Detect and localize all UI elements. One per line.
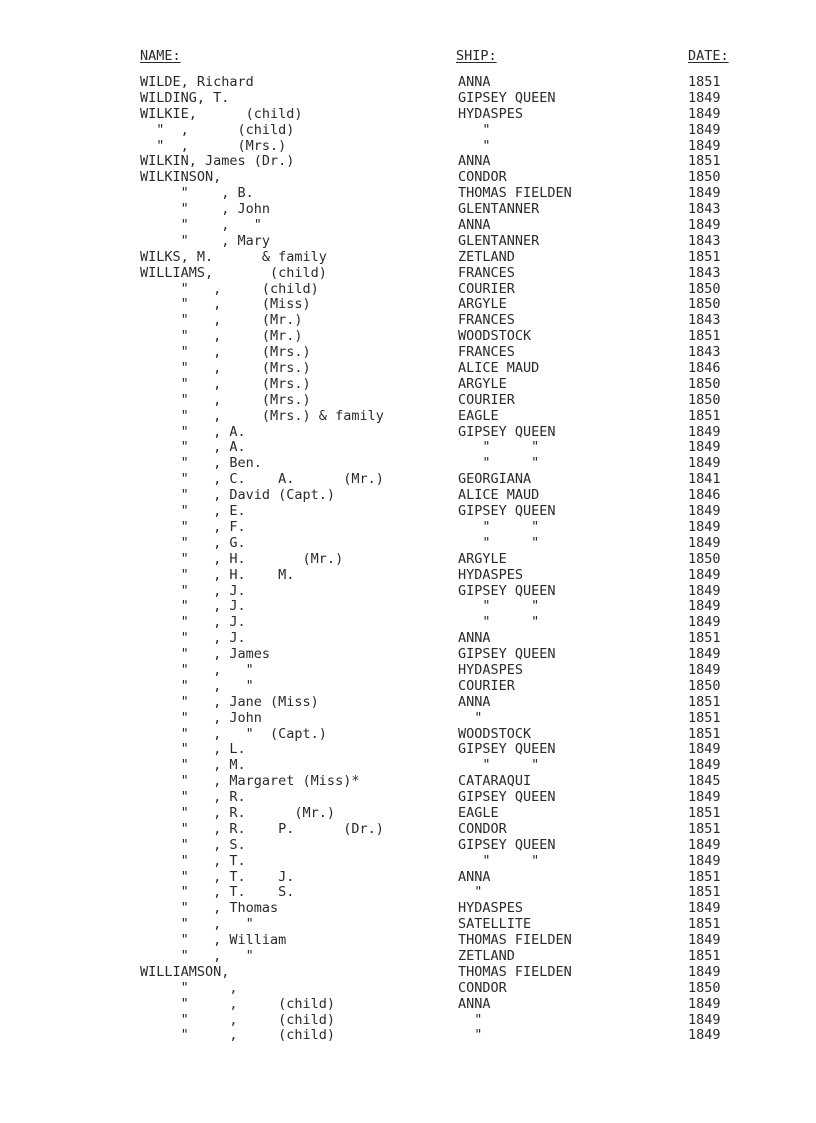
cell-ship: COURIER xyxy=(458,391,515,408)
cell-date: 1851 xyxy=(688,725,721,742)
table-row xyxy=(0,615,816,631)
cell-ship: " " xyxy=(458,439,540,456)
cell-date: 1849 xyxy=(688,423,721,440)
header-name: NAME: xyxy=(140,48,181,64)
cell-name: " , (Mrs.) & family xyxy=(140,407,384,424)
cell-date: 1849 xyxy=(688,518,721,535)
cell-name: " , (Mrs.) xyxy=(140,137,287,154)
cell-ship: GLENTANNER xyxy=(458,201,540,218)
table-row xyxy=(0,631,816,647)
cell-name: " , E. xyxy=(140,503,246,520)
cell-date: 1849 xyxy=(688,614,721,631)
table-row xyxy=(0,965,816,981)
table-row xyxy=(0,647,816,663)
cell-date: 1851 xyxy=(688,820,721,837)
table-row xyxy=(0,266,816,282)
table-row xyxy=(0,409,816,425)
cell-ship: " " xyxy=(458,757,540,774)
cell-name: " , H. (Mr.) xyxy=(140,550,344,567)
cell-ship: ALICE MAUD xyxy=(458,487,540,504)
cell-ship: ANNA xyxy=(458,995,491,1012)
cell-ship: " " xyxy=(458,534,540,551)
table-row xyxy=(0,75,816,91)
table-row xyxy=(0,107,816,123)
cell-ship: HYDASPES xyxy=(458,661,524,678)
cell-name: " , (Miss) xyxy=(140,296,311,313)
cell-date: 1851 xyxy=(688,407,721,424)
table-row xyxy=(0,568,816,584)
cell-name: " , " xyxy=(140,916,254,933)
cell-date: 1849 xyxy=(688,439,721,456)
cell-date: 1849 xyxy=(688,121,721,138)
cell-ship: WOODSTOCK xyxy=(458,328,532,345)
cell-name: " , S. xyxy=(140,836,246,853)
cell-name: " , " xyxy=(140,217,262,234)
cell-name: " , David (Capt.) xyxy=(140,487,336,504)
table-row xyxy=(0,679,816,695)
cell-date: 1841 xyxy=(688,471,721,488)
table-row xyxy=(0,345,816,361)
cell-date: 1851 xyxy=(688,884,721,901)
column-header xyxy=(0,48,816,68)
cell-date: 1849 xyxy=(688,1011,721,1028)
cell-date: 1851 xyxy=(688,328,721,345)
table-row xyxy=(0,742,816,758)
cell-name: " , (Mr.) xyxy=(140,312,303,329)
cell-date: 1851 xyxy=(688,248,721,265)
table-row xyxy=(0,758,816,774)
cell-date: 1849 xyxy=(688,185,721,202)
cell-name: " , T. J. xyxy=(140,868,295,885)
cell-date: 1849 xyxy=(688,646,721,663)
cell-ship: " xyxy=(458,137,491,154)
cell-name: " , R. (Mr.) xyxy=(140,804,336,821)
cell-ship: ANNA xyxy=(458,74,491,90)
table-row xyxy=(0,456,816,472)
cell-name: " , H. M. xyxy=(140,566,295,583)
cell-ship: GIPSEY QUEEN xyxy=(458,646,556,663)
cell-name: " , J. xyxy=(140,598,246,615)
table-row xyxy=(0,949,816,965)
table-row xyxy=(0,870,816,886)
cell-name: " , " xyxy=(140,947,254,964)
table-row xyxy=(0,361,816,377)
cell-date: 1849 xyxy=(688,932,721,949)
cell-ship: COURIER xyxy=(458,677,515,694)
cell-name: " , Ben. xyxy=(140,455,262,472)
cell-ship: ALICE MAUD xyxy=(458,360,540,377)
cell-name: " , (child) xyxy=(140,1011,336,1028)
cell-name: " , F. xyxy=(140,518,246,535)
cell-date: 1845 xyxy=(688,773,721,790)
cell-name: " , " (Capt.) xyxy=(140,725,327,742)
table-row xyxy=(0,695,816,711)
cell-ship: " xyxy=(458,709,483,726)
cell-name: WILLIAMS, (child) xyxy=(140,264,327,281)
table-row xyxy=(0,854,816,870)
table-row xyxy=(0,790,816,806)
cell-ship: COURIER xyxy=(458,280,515,297)
cell-date: 1851 xyxy=(688,74,721,90)
cell-date: 1849 xyxy=(688,1027,721,1044)
cell-date: 1846 xyxy=(688,487,721,504)
cell-date: 1850 xyxy=(688,169,721,186)
cell-name: WILDE, Richard xyxy=(140,74,254,90)
table-row xyxy=(0,981,816,997)
cell-ship: FRANCES xyxy=(458,312,515,329)
table-row xyxy=(0,917,816,933)
cell-date: 1849 xyxy=(688,963,721,980)
cell-date: 1843 xyxy=(688,201,721,218)
cell-ship: GIPSEY QUEEN xyxy=(458,836,556,853)
cell-name: " , R. xyxy=(140,789,246,806)
cell-ship: ZETLAND xyxy=(458,248,515,265)
cell-name: " , T. xyxy=(140,852,246,869)
cell-name: " , J. xyxy=(140,582,246,599)
cell-ship: " xyxy=(458,884,483,901)
cell-date: 1851 xyxy=(688,916,721,933)
table-row xyxy=(0,806,816,822)
cell-date: 1849 xyxy=(688,836,721,853)
cell-date: 1850 xyxy=(688,375,721,392)
cell-name: " , (Mr.) xyxy=(140,328,303,345)
cell-ship: HYDASPES xyxy=(458,105,524,122)
cell-date: 1851 xyxy=(688,804,721,821)
cell-ship: ANNA xyxy=(458,693,491,710)
cell-ship: ARGYLE xyxy=(458,375,507,392)
cell-name: WILKS, M. & family xyxy=(140,248,327,265)
cell-ship: " " xyxy=(458,518,540,535)
table-row xyxy=(0,1028,816,1044)
cell-date: 1849 xyxy=(688,503,721,520)
cell-name: " , (child) xyxy=(140,1027,336,1044)
cell-ship: ANNA xyxy=(458,630,491,647)
table-row xyxy=(0,520,816,536)
cell-date: 1849 xyxy=(688,105,721,122)
cell-date: 1849 xyxy=(688,757,721,774)
header-ship: SHIP: xyxy=(456,48,497,64)
cell-name: WILLIAMSON, xyxy=(140,963,230,980)
passenger-list xyxy=(0,75,816,1044)
cell-date: 1849 xyxy=(688,995,721,1012)
cell-name: " , J. xyxy=(140,630,246,647)
table-row xyxy=(0,139,816,155)
cell-date: 1851 xyxy=(688,868,721,885)
cell-name: WILKINSON, xyxy=(140,169,222,186)
cell-date: 1849 xyxy=(688,137,721,154)
cell-name: WILKIE, (child) xyxy=(140,105,303,122)
table-row xyxy=(0,91,816,107)
cell-date: 1849 xyxy=(688,661,721,678)
table-row xyxy=(0,393,816,409)
cell-ship: CONDOR xyxy=(458,820,507,837)
cell-name: " , T. S. xyxy=(140,884,295,901)
cell-name: " , John xyxy=(140,709,262,726)
table-row xyxy=(0,488,816,504)
cell-ship: HYDASPES xyxy=(458,566,524,583)
table-row xyxy=(0,154,816,170)
cell-date: 1850 xyxy=(688,979,721,996)
table-row xyxy=(0,711,816,727)
cell-name: " , (Mrs.) xyxy=(140,375,311,392)
cell-name: " , " xyxy=(140,661,254,678)
table-row xyxy=(0,885,816,901)
table-row xyxy=(0,186,816,202)
cell-date: 1849 xyxy=(688,789,721,806)
cell-name: " , (child) xyxy=(140,121,295,138)
table-row xyxy=(0,377,816,393)
table-row xyxy=(0,599,816,615)
cell-name: " , G. xyxy=(140,534,246,551)
cell-ship: THOMAS FIELDEN xyxy=(458,932,572,949)
cell-ship: GIPSEY QUEEN xyxy=(458,789,556,806)
table-row xyxy=(0,440,816,456)
cell-name: " , B. xyxy=(140,185,254,202)
table-row xyxy=(0,218,816,234)
cell-name: " , A. xyxy=(140,423,246,440)
cell-ship: EAGLE xyxy=(458,804,499,821)
cell-date: 1851 xyxy=(688,153,721,170)
cell-ship: WOODSTOCK xyxy=(458,725,532,742)
cell-date: 1849 xyxy=(688,598,721,615)
cell-date: 1849 xyxy=(688,852,721,869)
cell-name: " , Thomas xyxy=(140,900,279,917)
cell-ship: " " xyxy=(458,852,540,869)
cell-ship: ZETLAND xyxy=(458,947,515,964)
cell-ship: GIPSEY QUEEN xyxy=(458,741,556,758)
table-row xyxy=(0,1013,816,1029)
table-row xyxy=(0,584,816,600)
table-row xyxy=(0,822,816,838)
cell-ship: EAGLE xyxy=(458,407,499,424)
cell-name: " , James xyxy=(140,646,271,663)
cell-ship: FRANCES xyxy=(458,344,515,361)
cell-ship: THOMAS FIELDEN xyxy=(458,963,572,980)
cell-ship: ANNA xyxy=(458,153,491,170)
cell-name: " , R. P. (Dr.) xyxy=(140,820,384,837)
table-row xyxy=(0,313,816,329)
table-row xyxy=(0,170,816,186)
cell-ship: " " xyxy=(458,598,540,615)
cell-ship: GLENTANNER xyxy=(458,232,540,249)
table-row xyxy=(0,933,816,949)
cell-ship: " " xyxy=(458,614,540,631)
table-row xyxy=(0,234,816,250)
cell-date: 1851 xyxy=(688,947,721,964)
table-row xyxy=(0,997,816,1013)
cell-date: 1849 xyxy=(688,217,721,234)
cell-ship: FRANCES xyxy=(458,264,515,281)
cell-ship: THOMAS FIELDEN xyxy=(458,185,572,202)
table-row xyxy=(0,774,816,790)
cell-date: 1850 xyxy=(688,677,721,694)
cell-name: " , " xyxy=(140,677,254,694)
cell-date: 1846 xyxy=(688,360,721,377)
cell-name: " , (Mrs.) xyxy=(140,391,311,408)
table-row xyxy=(0,329,816,345)
table-row xyxy=(0,202,816,218)
cell-ship: ANNA xyxy=(458,868,491,885)
cell-name: " , Jane (Miss) xyxy=(140,693,319,710)
cell-name: WILDING, T. xyxy=(140,89,230,106)
cell-date: 1849 xyxy=(688,582,721,599)
cell-date: 1850 xyxy=(688,550,721,567)
header-date: DATE: xyxy=(688,48,729,64)
cell-name: " , xyxy=(140,979,238,996)
table-row xyxy=(0,901,816,917)
cell-name: " , (Mrs.) xyxy=(140,344,311,361)
cell-ship: " xyxy=(458,1011,483,1028)
cell-date: 1851 xyxy=(688,693,721,710)
table-row xyxy=(0,552,816,568)
cell-ship: CONDOR xyxy=(458,169,507,186)
cell-date: 1843 xyxy=(688,344,721,361)
cell-date: 1849 xyxy=(688,900,721,917)
cell-ship: ANNA xyxy=(458,217,491,234)
table-row xyxy=(0,663,816,679)
cell-ship: GIPSEY QUEEN xyxy=(458,89,556,106)
table-row xyxy=(0,727,816,743)
table-row xyxy=(0,297,816,313)
cell-date: 1851 xyxy=(688,709,721,726)
cell-ship: ARGYLE xyxy=(458,550,507,567)
cell-date: 1849 xyxy=(688,534,721,551)
cell-name: " , John xyxy=(140,201,271,218)
cell-date: 1843 xyxy=(688,312,721,329)
cell-ship: " " xyxy=(458,455,540,472)
cell-ship: CATARAQUI xyxy=(458,773,532,790)
cell-name: " , J. xyxy=(140,614,246,631)
table-row xyxy=(0,425,816,441)
cell-name: WILKIN, James (Dr.) xyxy=(140,153,295,170)
cell-name: " , (child) xyxy=(140,995,336,1012)
table-row xyxy=(0,472,816,488)
cell-name: " , Margaret (Miss)* xyxy=(140,773,360,790)
cell-name: " , M. xyxy=(140,757,246,774)
cell-ship: " xyxy=(458,1027,483,1044)
cell-name: " , William xyxy=(140,932,287,949)
cell-date: 1851 xyxy=(688,630,721,647)
table-row xyxy=(0,250,816,266)
table-row xyxy=(0,123,816,139)
cell-ship: SATELLITE xyxy=(458,916,532,933)
cell-name: " , A. xyxy=(140,439,246,456)
table-row xyxy=(0,282,816,298)
cell-date: 1849 xyxy=(688,89,721,106)
cell-ship: GEORGIANA xyxy=(458,471,532,488)
table-row xyxy=(0,504,816,520)
cell-date: 1850 xyxy=(688,296,721,313)
table-row xyxy=(0,536,816,552)
cell-ship: GIPSEY QUEEN xyxy=(458,423,556,440)
cell-ship: HYDASPES xyxy=(458,900,524,917)
cell-name: " , C. A. (Mr.) xyxy=(140,471,384,488)
cell-ship: " xyxy=(458,121,491,138)
cell-ship: CONDOR xyxy=(458,979,507,996)
cell-name: " , Mary xyxy=(140,232,271,249)
cell-date: 1843 xyxy=(688,232,721,249)
cell-date: 1850 xyxy=(688,391,721,408)
cell-ship: ARGYLE xyxy=(458,296,507,313)
table-row xyxy=(0,838,816,854)
cell-ship: GIPSEY QUEEN xyxy=(458,582,556,599)
cell-ship: GIPSEY QUEEN xyxy=(458,503,556,520)
cell-date: 1850 xyxy=(688,280,721,297)
cell-date: 1843 xyxy=(688,264,721,281)
cell-date: 1849 xyxy=(688,741,721,758)
cell-name: " , (child) xyxy=(140,280,319,297)
cell-date: 1849 xyxy=(688,566,721,583)
cell-name: " , L. xyxy=(140,741,246,758)
cell-date: 1849 xyxy=(688,455,721,472)
cell-name: " , (Mrs.) xyxy=(140,360,311,377)
